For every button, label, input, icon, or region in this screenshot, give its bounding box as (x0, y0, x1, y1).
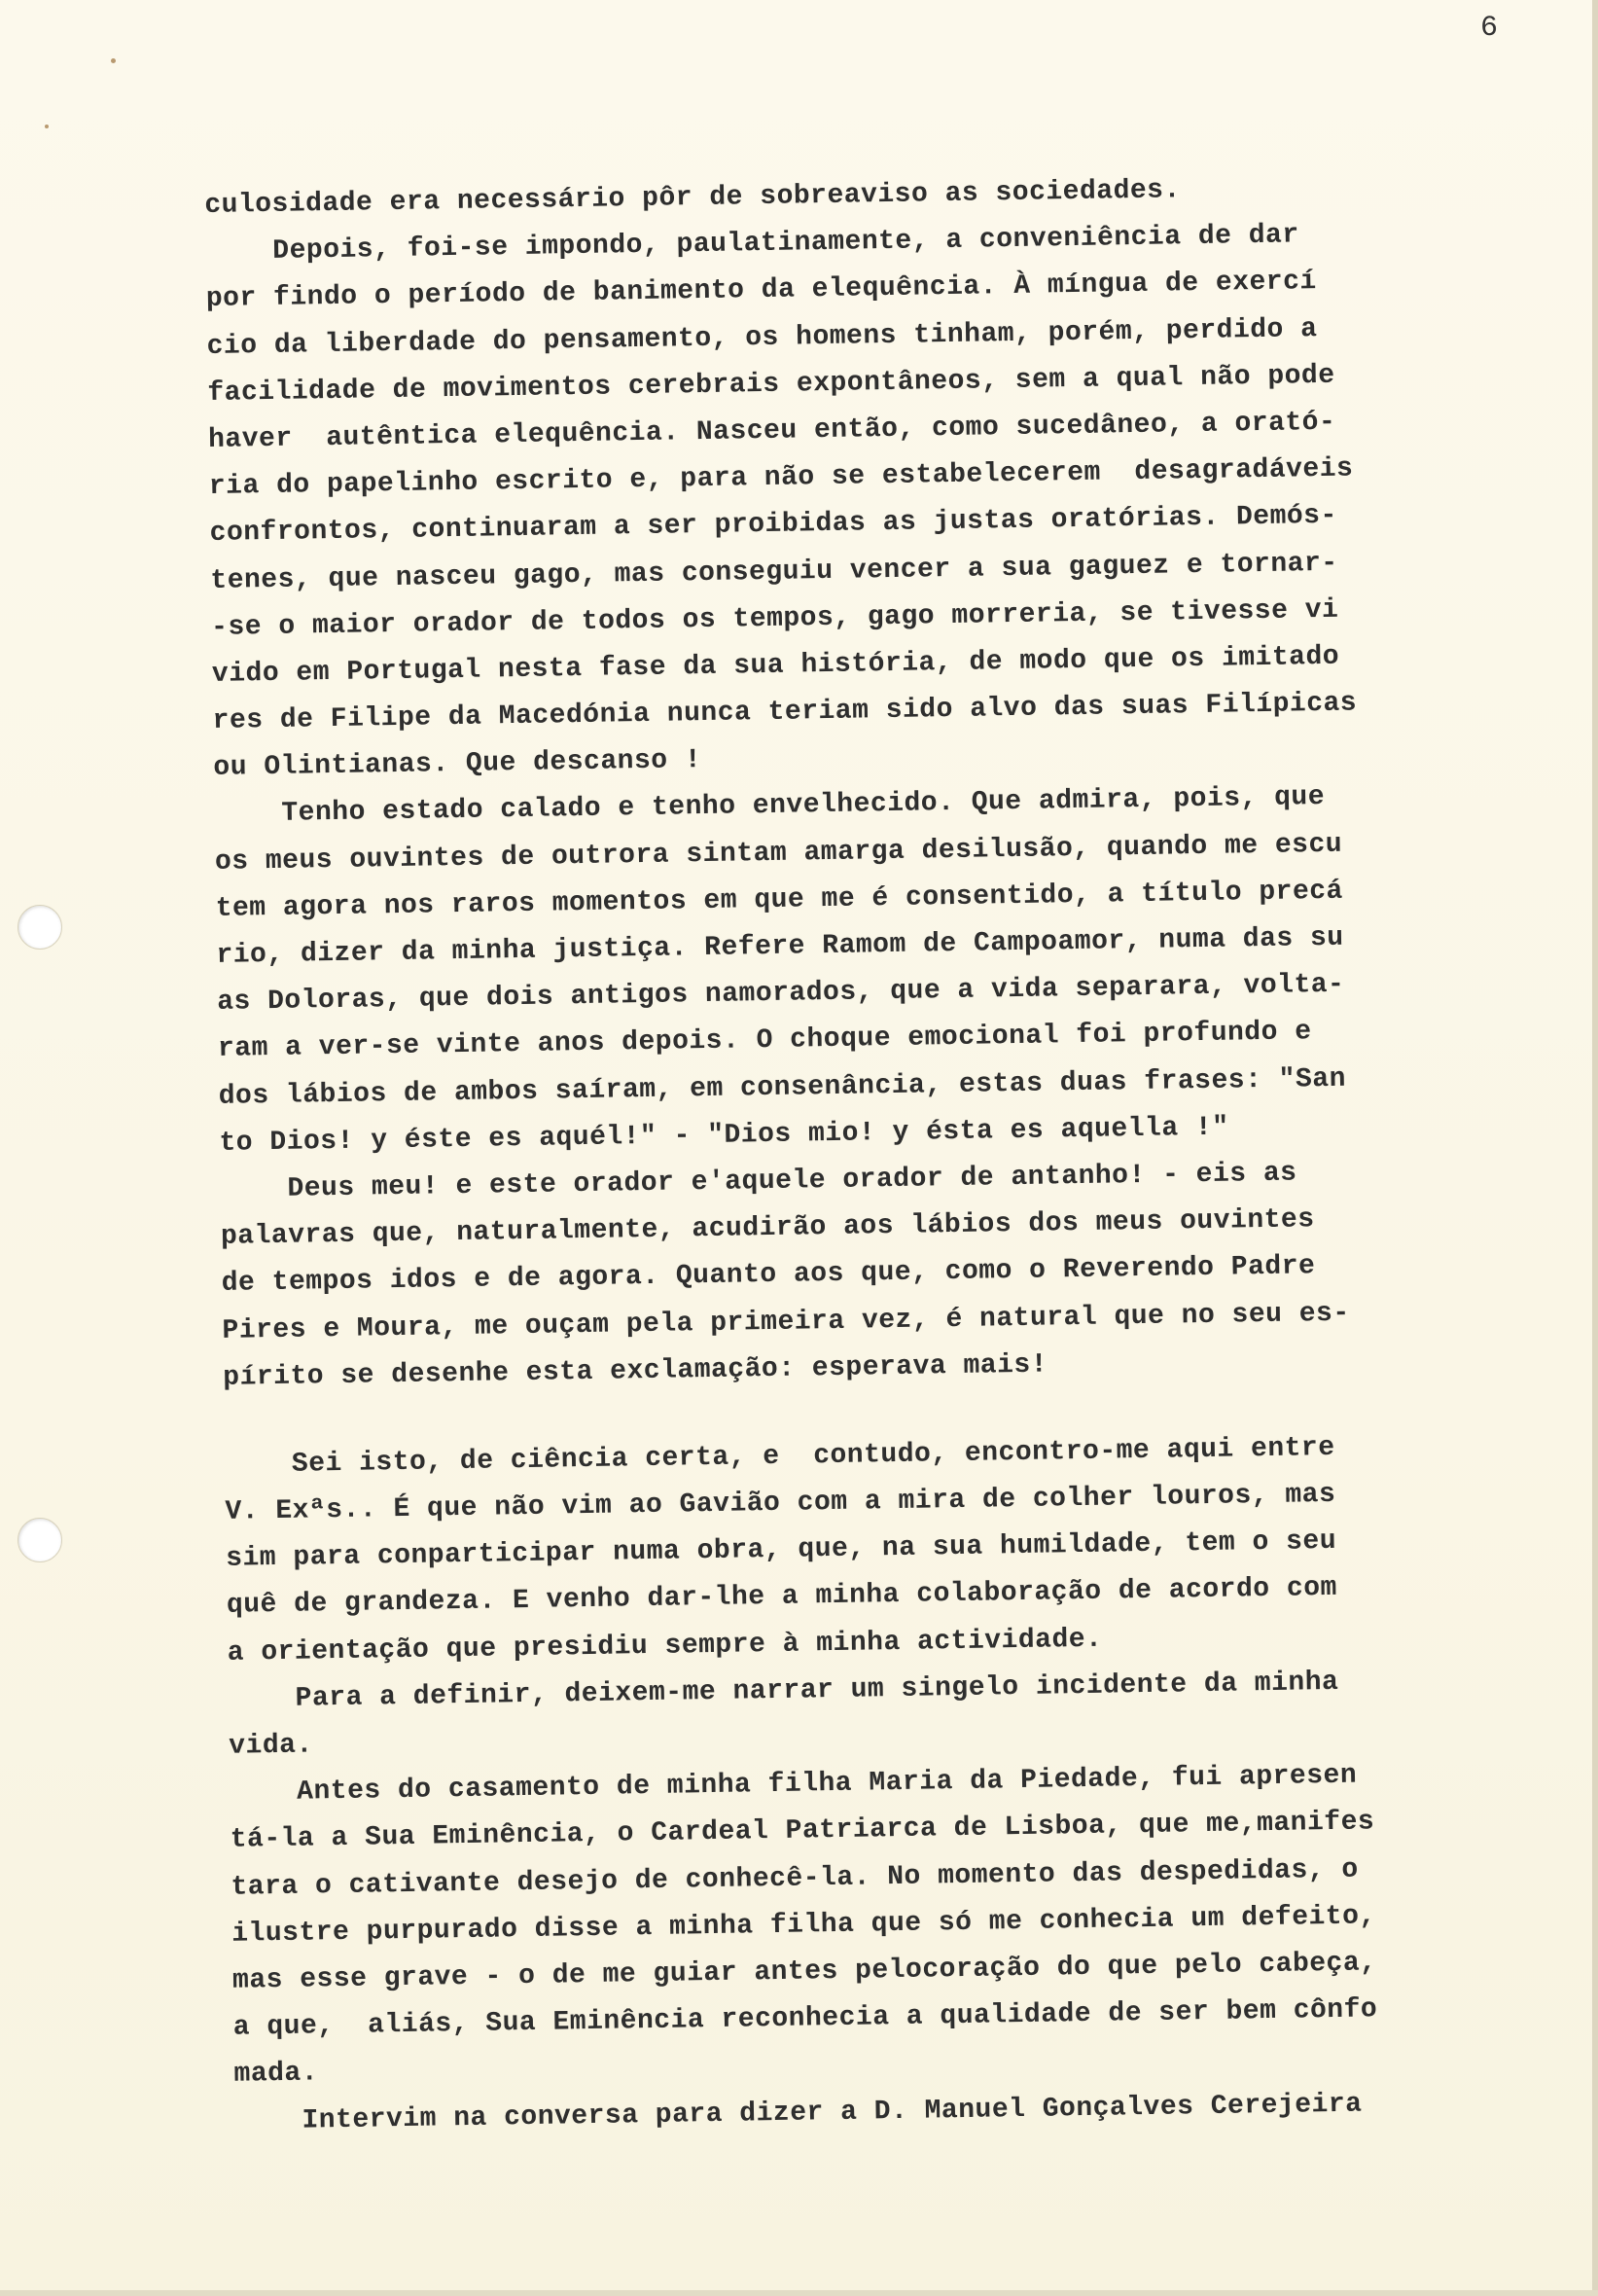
text-line: Para a definir, deixem-me narrar um singelo incidente da minha (228, 1667, 1339, 1715)
text-line: tara o cativante desejo de conhecê-la. No momento das despedidas, o (231, 1854, 1359, 1903)
paragraph (205, 209, 1546, 793)
text-line: tenes, que nasceu gago, mas conseguiu vencer a sua gaguez e tornar- (210, 548, 1338, 596)
text-line: tem agora nos raros momentos em que me é consentido, a título precá (215, 876, 1344, 924)
paragraph (224, 1421, 1560, 1676)
text-line: ria do papelinho escrito e, para não se estabelecerem desagradáveis (208, 453, 1354, 503)
text-line: mas esse grave - o de me guiar antes pelocoração do que pelo cabeça, (231, 1948, 1377, 1996)
text-line: ram a ver-se vinte anos depois. O choque emocional foi profundo e (217, 1017, 1312, 1065)
text-line: vida. (229, 1730, 313, 1762)
punch-hole-top (18, 905, 62, 950)
text-line: ilustre purpurado disse a minha filha que só me conhecia um defeito, (231, 1901, 1376, 1950)
text-line: dos lábios de ambos saíram, em consenância, estas duas frases: "San (218, 1063, 1347, 1112)
typewritten-body (204, 161, 1568, 2145)
text-line: Pires e Moura, me ouçam pela primeira vez, é natural que no seu es- (222, 1298, 1350, 1346)
text-line: Sei isto, de ciência certa, e contudo, encontro-me aqui entre (224, 1432, 1335, 1481)
text-line: Intervim na conversa para dizer a D. Manuel Gonçalves Cerejeira (234, 2089, 1363, 2137)
text-line: Depois, foi-se impondo, paulatinamente, a conveniência de dar (204, 220, 1299, 269)
text-line: to Dios! y éste es aquél!" - "Dios mio! y ésta es aquella !" (219, 1112, 1229, 1159)
text-line: os meus ouvintes de outrora sintam amarga desilusão, quando me escu (214, 829, 1343, 878)
paragraph (214, 771, 1552, 1167)
text-line: rio, dizer da minha justiça. Refere Ramom de Campoamor, numa das su (216, 922, 1344, 971)
text-line: por findo o período de banimento da elequência. À míngua de exercí (205, 267, 1317, 315)
text-line: ou Olintianas. Que descanso ! (213, 745, 702, 784)
text-line: a orientação que presidiu sempre à minha actividade. (227, 1624, 1103, 1668)
text-line: confrontos, continuaram a ser proibidas as justas oratórias. Demós- (209, 501, 1338, 550)
text-line: a que, aliás, Sua Eminência reconhecia a qualidade de ser bem cônfo (232, 1994, 1378, 2043)
text-line: Tenho estado calado e tenho envelhecido. Que admira, pois, que (213, 782, 1326, 831)
page-edge-bottom (0, 2290, 1598, 2296)
text-line: res de Filipe da Macedónia nunca teriam sido alvo das suas Filípicas (212, 688, 1358, 736)
text-line: mada. (233, 2058, 319, 2091)
paragraph (230, 1749, 1567, 2099)
paper-speck (45, 125, 49, 128)
text-line: tá-la a Sua Eminência, o Cardeal Patriarca de Lisboa, que me,manifes (230, 1807, 1375, 1856)
text-line: quê de grandeza. E venho dar-lhe a minha colaboração de acordo com (226, 1573, 1338, 1622)
text-line: -se o maior orador de todos os tempos, gago morreria, se tivesse vi (210, 594, 1339, 643)
page-edge-right (1592, 0, 1598, 2296)
paragraph (220, 1146, 1556, 1401)
text-line: Deus meu! e este orador e'aquele orador de antanho! - eis as (220, 1158, 1297, 1205)
paper-speck (111, 58, 116, 63)
text-line: culosidade era necessário pôr de sobreaviso as sociedades. (204, 175, 1182, 221)
text-line: palavras que, naturalmente, acudirão aos lábios dos meus ouvintes (220, 1204, 1315, 1252)
text-line: V. Exªs.. É que não vim ao Gavião com a mira de colher louros, mas (225, 1479, 1336, 1527)
text-line: cio da liberdade do pensamento, os homens tinham, porém, perdido a (206, 313, 1318, 362)
punch-hole-bottom (18, 1518, 62, 1562)
text-line: de tempos idos e de agora. Quanto aos que, como o Reverendo Padre (221, 1251, 1316, 1300)
page-number: 6 (1480, 12, 1499, 45)
text-line: facilidade de movimentos cerebrais expontâneos, sem a qual não pode (207, 360, 1335, 409)
text-line: haver autêntica elequência. Nasceu então, como sucedâneo, a orató- (207, 407, 1336, 455)
text-line: Antes do casamento de minha filha Maria da Piedade, fui apresen (229, 1760, 1358, 1809)
text-line: as Doloras, que dois antigos namorados, que a vida separara, volta- (216, 969, 1345, 1019)
text-line: pírito se desenhe esta exclamação: esperava mais! (223, 1349, 1048, 1393)
text-line: vido em Portugal nesta fase da sua história, de modo que os imitado (211, 641, 1340, 690)
text-line: sim para conparticipar numa obra, que, na sua humildade, tem o seu (225, 1526, 1337, 1575)
